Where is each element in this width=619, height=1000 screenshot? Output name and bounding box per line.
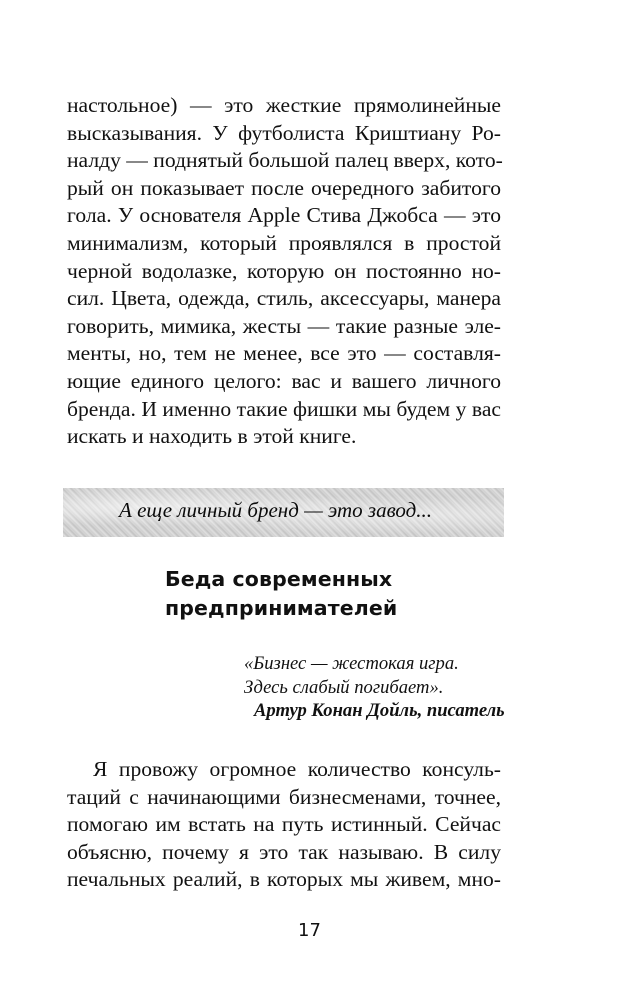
text-line: объясню, почему я это так называю. В силу [67,839,501,864]
section-heading [165,565,397,623]
epigraph [244,652,505,723]
text-line: минимализм, который проявлялся в простой [67,230,501,255]
text-line: искать и находить в этой книге. [67,424,357,449]
epigraph-author: Артур Конан Дойль, писатель [254,700,505,721]
epigraph-quote-line-2: Здесь слабый погибает». [244,676,444,698]
text-line: бренда. И именно такие фишки мы будем у вас [67,396,501,421]
text-line: налду — поднятый большой палец вверх, кото- [67,148,503,173]
body-paragraph-1 [67,92,501,451]
text-line: менты, но, тем не менее, все это — составля- [67,341,501,366]
text-line: черной водолазке, которую он постоянно но- [67,258,501,283]
text-line: гола. У основателя Apple Стива Джобса — это [67,203,501,228]
text-line: Я провожу огромное количество консуль- [93,757,501,781]
text-line: помогаю им встать на путь истинный. Сейчас [67,812,501,837]
callout-text: А еще личный бренд — это завод... [119,498,433,522]
text-line: сил. Цвета, одежда, стиль, аксессуары, манера [67,286,501,311]
text-line: высказывания. У футболиста Криштиану Ро- [67,120,501,145]
epigraph-quote-line-1: «Бизнес — жестокая игра. [244,653,459,674]
page-number: 17 [298,920,321,941]
text-line: печальных реалий, в которых мы живем, мно- [67,867,501,892]
body-paragraph-2 [67,756,501,894]
section-heading-line-1: Беда современных [165,567,393,591]
callout-banner [63,488,504,537]
section-heading-line-2: предпринимателей [165,596,398,620]
text-line: настольное) — это жесткие прямолинейные [67,93,501,117]
text-line: таций с начинающими бизнесменами, точнее, [67,784,501,809]
text-line: рый он показывает после очередного забитого [67,175,501,200]
text-line: ющие единого целого: вас и вашего личного [67,368,501,393]
text-line: говорить, мимика, жесты — такие разные эле- [67,313,501,338]
